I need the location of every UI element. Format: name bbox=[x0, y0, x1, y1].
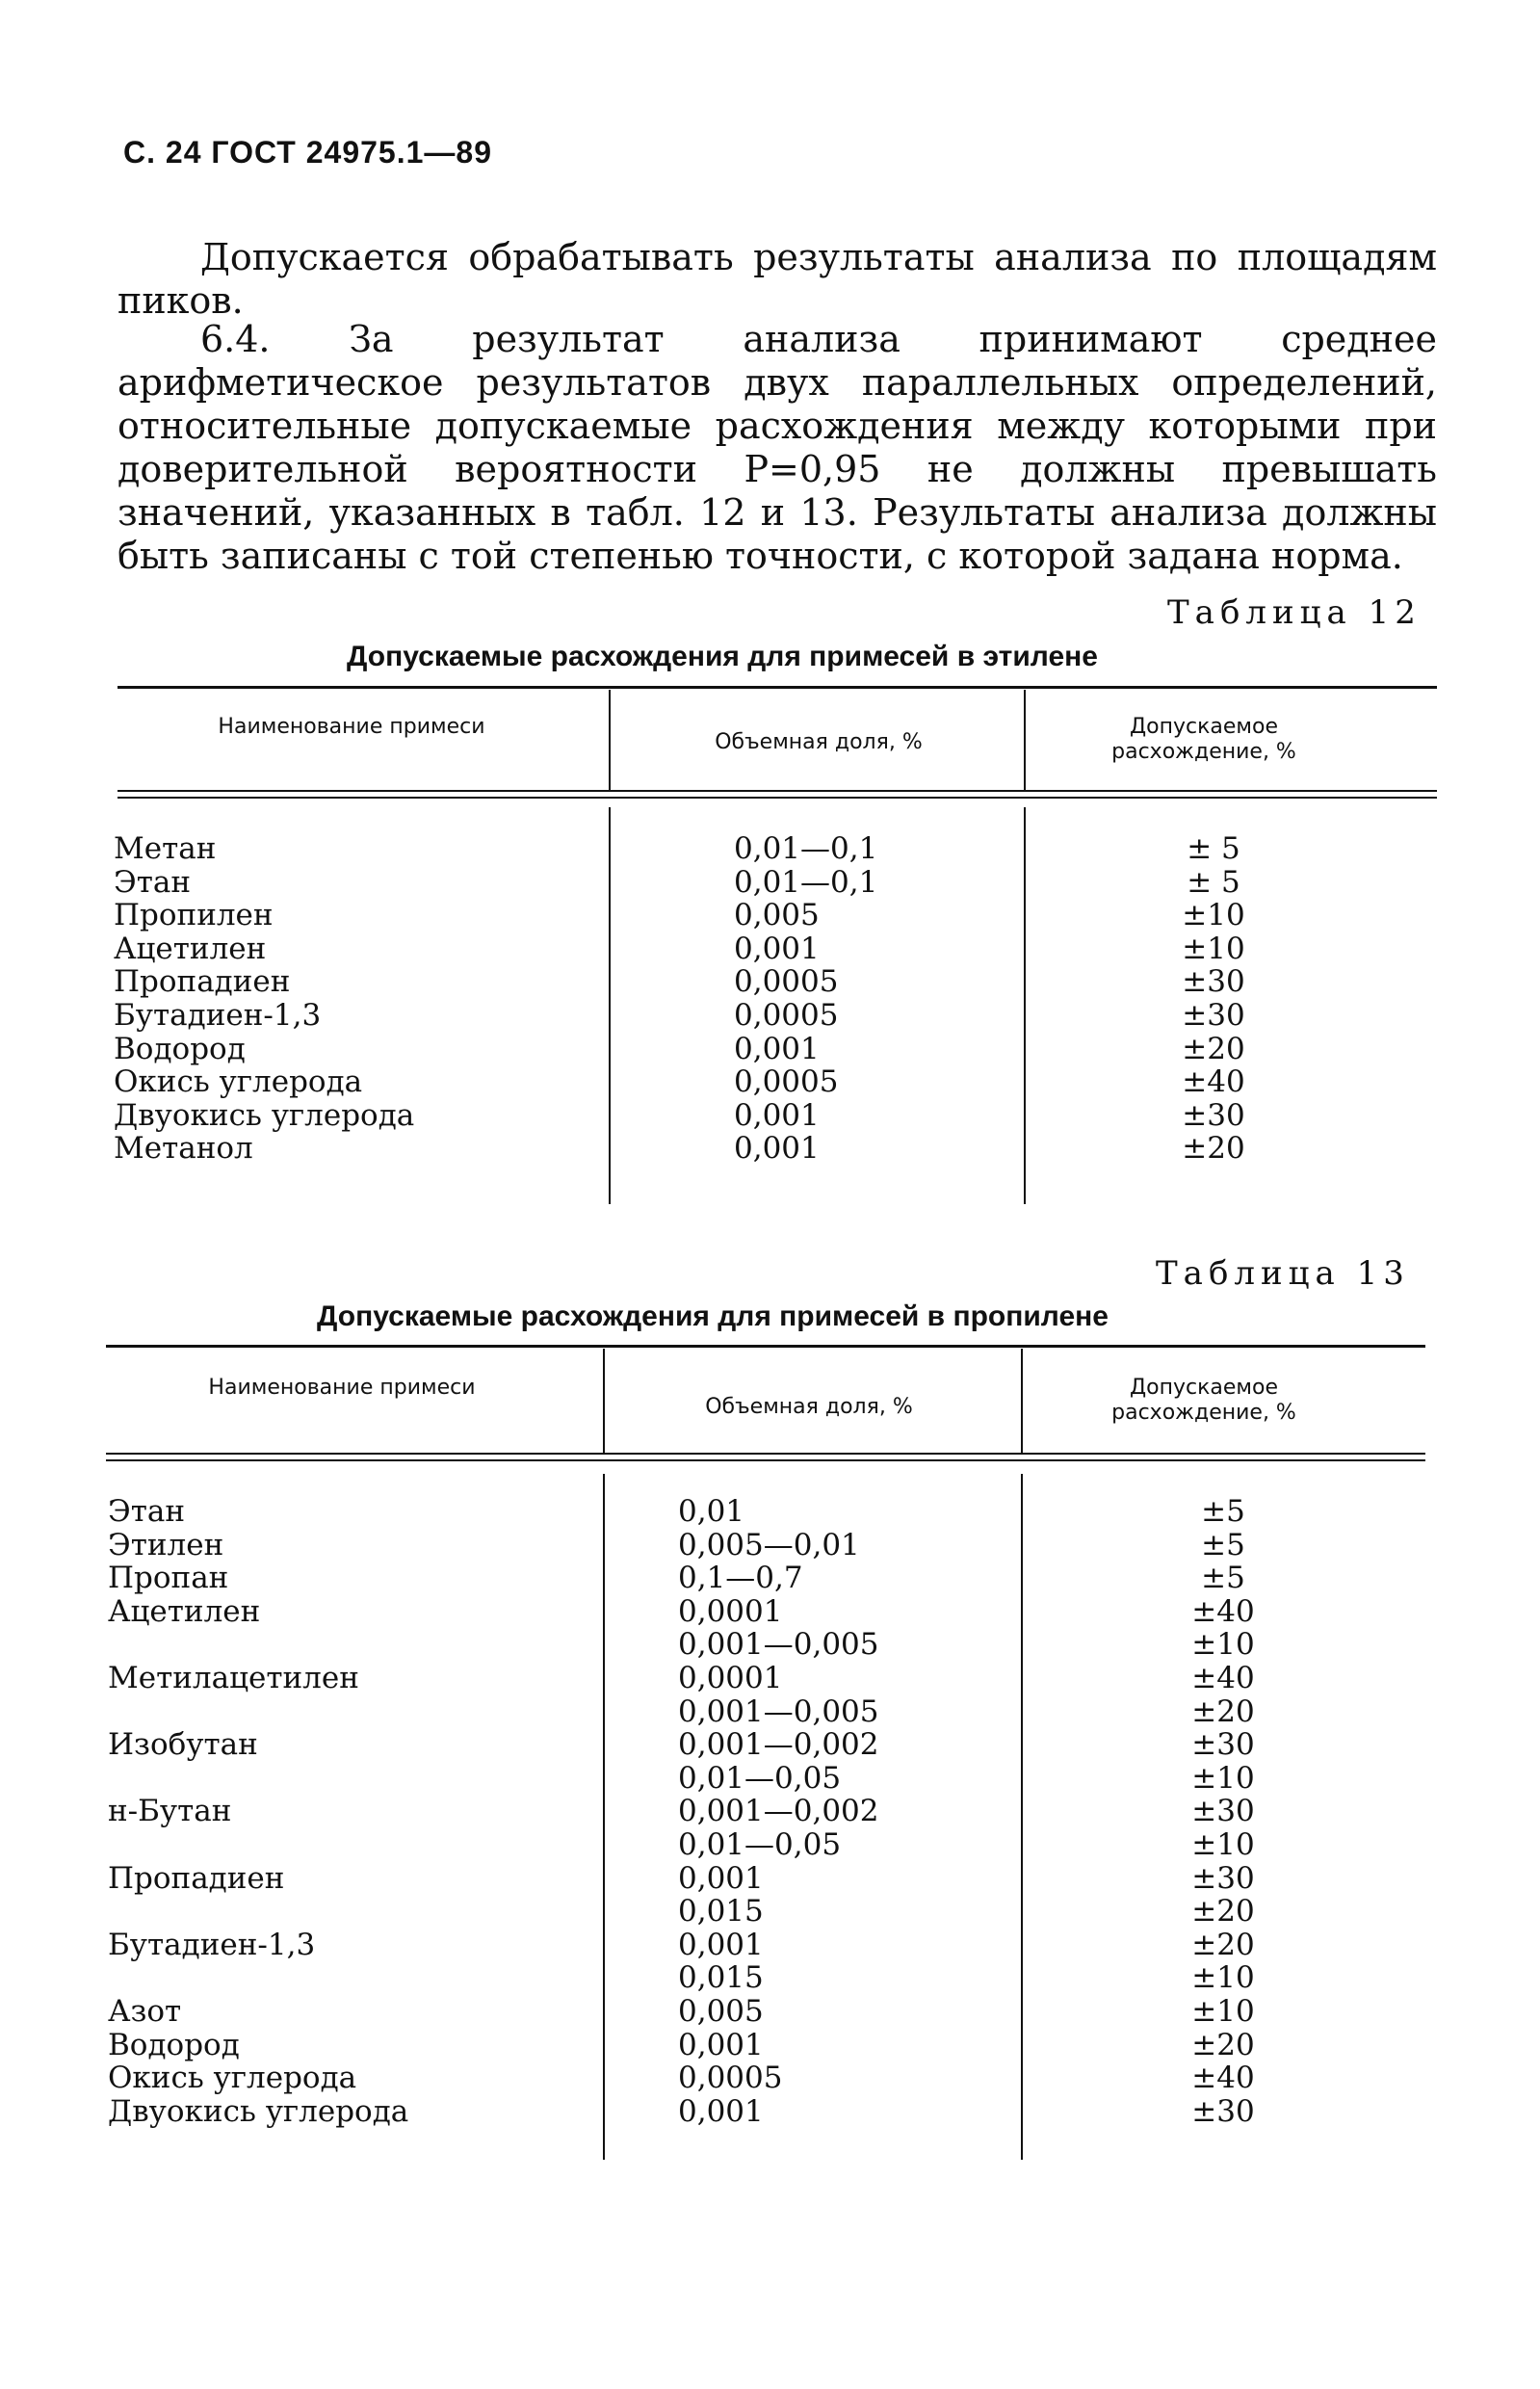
table-cell: 0,0005 bbox=[678, 2061, 783, 2096]
table13-top-rule bbox=[106, 1345, 1425, 1348]
table-cell: 0,001 bbox=[678, 1860, 764, 1896]
table-cell bbox=[108, 1828, 408, 1862]
table-cell: ±5 bbox=[1201, 1527, 1245, 1562]
table-cell bbox=[108, 1695, 408, 1729]
table13-col-divider bbox=[1021, 1474, 1023, 2160]
table-cell: ±10 bbox=[1191, 1960, 1255, 1996]
table-cell: Бутадиен-1,3 bbox=[108, 1927, 316, 1962]
table-cell: Бутадиен-1,3 bbox=[114, 997, 322, 1033]
table13-col-divider bbox=[603, 1474, 605, 2160]
table-cell: ±40 bbox=[1191, 2061, 1255, 2096]
table-cell: ±10 bbox=[1182, 898, 1245, 933]
table-cell: ±20 bbox=[1191, 1894, 1255, 1930]
table-cell bbox=[108, 1895, 408, 1929]
table-cell: Изобутан bbox=[108, 1727, 258, 1763]
table13-col-fraction bbox=[678, 1495, 879, 2128]
table-cell: Окись углерода bbox=[114, 1064, 363, 1100]
table-cell: 0,0005 bbox=[734, 964, 839, 1000]
table-cell: 0,015 bbox=[678, 1960, 764, 1996]
table13-number: Таблица 13 bbox=[1156, 1254, 1410, 1293]
table-cell: Двуокись углерода bbox=[114, 1097, 415, 1133]
table-cell: ±30 bbox=[1191, 1727, 1255, 1763]
table13-header-deviation: Допускаемое расхождение, % bbox=[1111, 1376, 1296, 1425]
table-cell: 0,005 bbox=[678, 1993, 764, 2029]
table-cell: Пропадиен bbox=[114, 964, 291, 1000]
table12-col-divider bbox=[1024, 690, 1026, 790]
table-cell: 0,005—0,01 bbox=[678, 1527, 860, 1562]
table-cell: 0,001 bbox=[678, 2093, 764, 2129]
table-cell: ± 5 bbox=[1187, 864, 1240, 900]
table-cell: ±10 bbox=[1191, 1993, 1255, 2029]
table-cell: Метилацетилен bbox=[108, 1660, 359, 1695]
table12-col-deviation bbox=[1136, 832, 1291, 1166]
table-cell: 0,001—0,002 bbox=[678, 1727, 879, 1763]
table-cell: 0,0001 bbox=[678, 1660, 783, 1695]
table13-header-rule bbox=[106, 1453, 1425, 1455]
table-cell: ±10 bbox=[1191, 1826, 1255, 1862]
table12-top-rule bbox=[117, 686, 1437, 689]
table-cell: 0,0005 bbox=[734, 1064, 839, 1100]
table-cell: 0,01 bbox=[678, 1494, 745, 1529]
paragraph-peak-areas: Допускается обрабатывать результаты анализа по площадям пиков. bbox=[117, 236, 1437, 322]
table-cell: Окись углерода bbox=[108, 2061, 357, 2096]
table13-header-fraction: Объемная доля, % bbox=[705, 1395, 913, 1419]
table-cell: Этан bbox=[114, 864, 192, 900]
table-cell: 0,001—0,002 bbox=[678, 1794, 879, 1829]
table-cell: 0,005 bbox=[734, 898, 820, 933]
table12-header-name: Наименование примеси bbox=[218, 715, 485, 739]
table-cell: Ацетилен bbox=[108, 1593, 261, 1629]
table-cell: Водород bbox=[114, 1031, 246, 1066]
table12-title: Допускаемые расхождения для примесей в этилене bbox=[347, 641, 1098, 672]
table-cell: ±20 bbox=[1182, 1031, 1245, 1066]
table12-col-divider bbox=[609, 807, 611, 1204]
table13-col-divider bbox=[1021, 1349, 1023, 1453]
table-cell: Азот bbox=[108, 1993, 182, 2029]
table-cell: ±20 bbox=[1182, 1131, 1245, 1167]
table12-header-rule bbox=[117, 797, 1437, 799]
table-cell: ±30 bbox=[1182, 997, 1245, 1033]
table-cell: 0,001—0,005 bbox=[678, 1693, 879, 1729]
table-cell: ±20 bbox=[1191, 1693, 1255, 1729]
table-cell bbox=[108, 1628, 408, 1662]
table-cell: 0,015 bbox=[678, 1894, 764, 1930]
table-cell: Ацетилен bbox=[114, 931, 267, 966]
table-cell: Этилен bbox=[108, 1527, 224, 1562]
table-cell: 0,1—0,7 bbox=[678, 1561, 803, 1596]
table12-number: Таблица 12 bbox=[1167, 593, 1422, 632]
table12-col-fraction bbox=[734, 832, 877, 1166]
table-cell: 0,001 bbox=[734, 1097, 820, 1133]
table12-col-divider bbox=[609, 690, 611, 790]
table13-col-divider bbox=[603, 1349, 605, 1453]
table-cell: ±30 bbox=[1191, 1860, 1255, 1896]
table13-header-name: Наименование примеси bbox=[208, 1376, 476, 1400]
table-cell: ±30 bbox=[1182, 1097, 1245, 1133]
table-cell: Метанол bbox=[114, 1131, 253, 1167]
table12-col-divider bbox=[1024, 807, 1026, 1204]
table13-header-rule bbox=[106, 1459, 1425, 1461]
table-cell bbox=[108, 1961, 408, 1995]
table13-title: Допускаемые расхождения для примесей в пропилене bbox=[317, 1300, 1109, 1332]
table12-col-name bbox=[114, 832, 414, 1166]
table-cell: 0,001 bbox=[734, 1031, 820, 1066]
table-cell: ±10 bbox=[1191, 1627, 1255, 1663]
table-cell: 0,001 bbox=[734, 1131, 820, 1167]
table12-header-deviation: Допускаемое расхождение, % bbox=[1111, 715, 1296, 764]
table-cell: ±20 bbox=[1191, 2027, 1255, 2062]
paragraph-6-4: 6.4. За результат анализа принимают среднее арифметическое результатов двух параллельных определений, относительные допускаемые расхождения между которыми при доверительной вероятности P=0,95 не должны превышать значений, указанных в табл. 12 и 13. Результаты анализа должны быть записаны с той степенью точности, с которой задана норма. bbox=[117, 318, 1437, 577]
table-cell: 0,0005 bbox=[734, 997, 839, 1033]
table-cell: Двуокись углерода bbox=[108, 2093, 409, 2129]
page-header: С. 24 ГОСТ 24975.1—89 bbox=[123, 135, 492, 170]
table12-header-rule bbox=[117, 790, 1437, 792]
table-cell: ±30 bbox=[1191, 1794, 1255, 1829]
table-cell: ±30 bbox=[1191, 2093, 1255, 2129]
table-cell: ±10 bbox=[1182, 931, 1245, 966]
table-cell bbox=[108, 1762, 408, 1796]
table-cell: н-Бутан bbox=[108, 1794, 232, 1829]
table-cell: 0,01—0,1 bbox=[734, 864, 878, 900]
table-cell: 0,01—0,05 bbox=[678, 1826, 842, 1862]
table-cell: ±5 bbox=[1201, 1561, 1245, 1596]
table-cell: 0,01—0,1 bbox=[734, 831, 878, 866]
table-cell: ±40 bbox=[1191, 1593, 1255, 1629]
table-cell: Пропилен bbox=[114, 898, 274, 933]
table-cell: 0,001 bbox=[678, 1927, 764, 1962]
table-cell: ±20 bbox=[1191, 1927, 1255, 1962]
table13-col-deviation bbox=[1146, 1495, 1300, 2128]
table12-header-fraction: Объемная доля, % bbox=[715, 730, 923, 754]
table-cell: Пропадиен bbox=[108, 1860, 285, 1896]
table-cell: Этан bbox=[108, 1494, 186, 1529]
table-cell: ±5 bbox=[1201, 1494, 1245, 1529]
table13-col-name bbox=[108, 1495, 408, 2128]
table-cell: 0,001 bbox=[734, 931, 820, 966]
table-cell: 0,001—0,005 bbox=[678, 1627, 879, 1663]
table-cell: Водород bbox=[108, 2027, 240, 2062]
table-cell: ± 5 bbox=[1187, 831, 1240, 866]
table-cell: ±40 bbox=[1191, 1660, 1255, 1695]
table-cell: 0,001 bbox=[678, 2027, 764, 2062]
table-cell: Метан bbox=[114, 831, 217, 866]
table-cell: ±40 bbox=[1182, 1064, 1245, 1100]
table-cell: ±10 bbox=[1191, 1760, 1255, 1796]
table-cell: 0,01—0,05 bbox=[678, 1760, 842, 1796]
table-cell: ±30 bbox=[1182, 964, 1245, 1000]
table-cell: Пропан bbox=[108, 1561, 229, 1596]
table-cell: 0,0001 bbox=[678, 1593, 783, 1629]
